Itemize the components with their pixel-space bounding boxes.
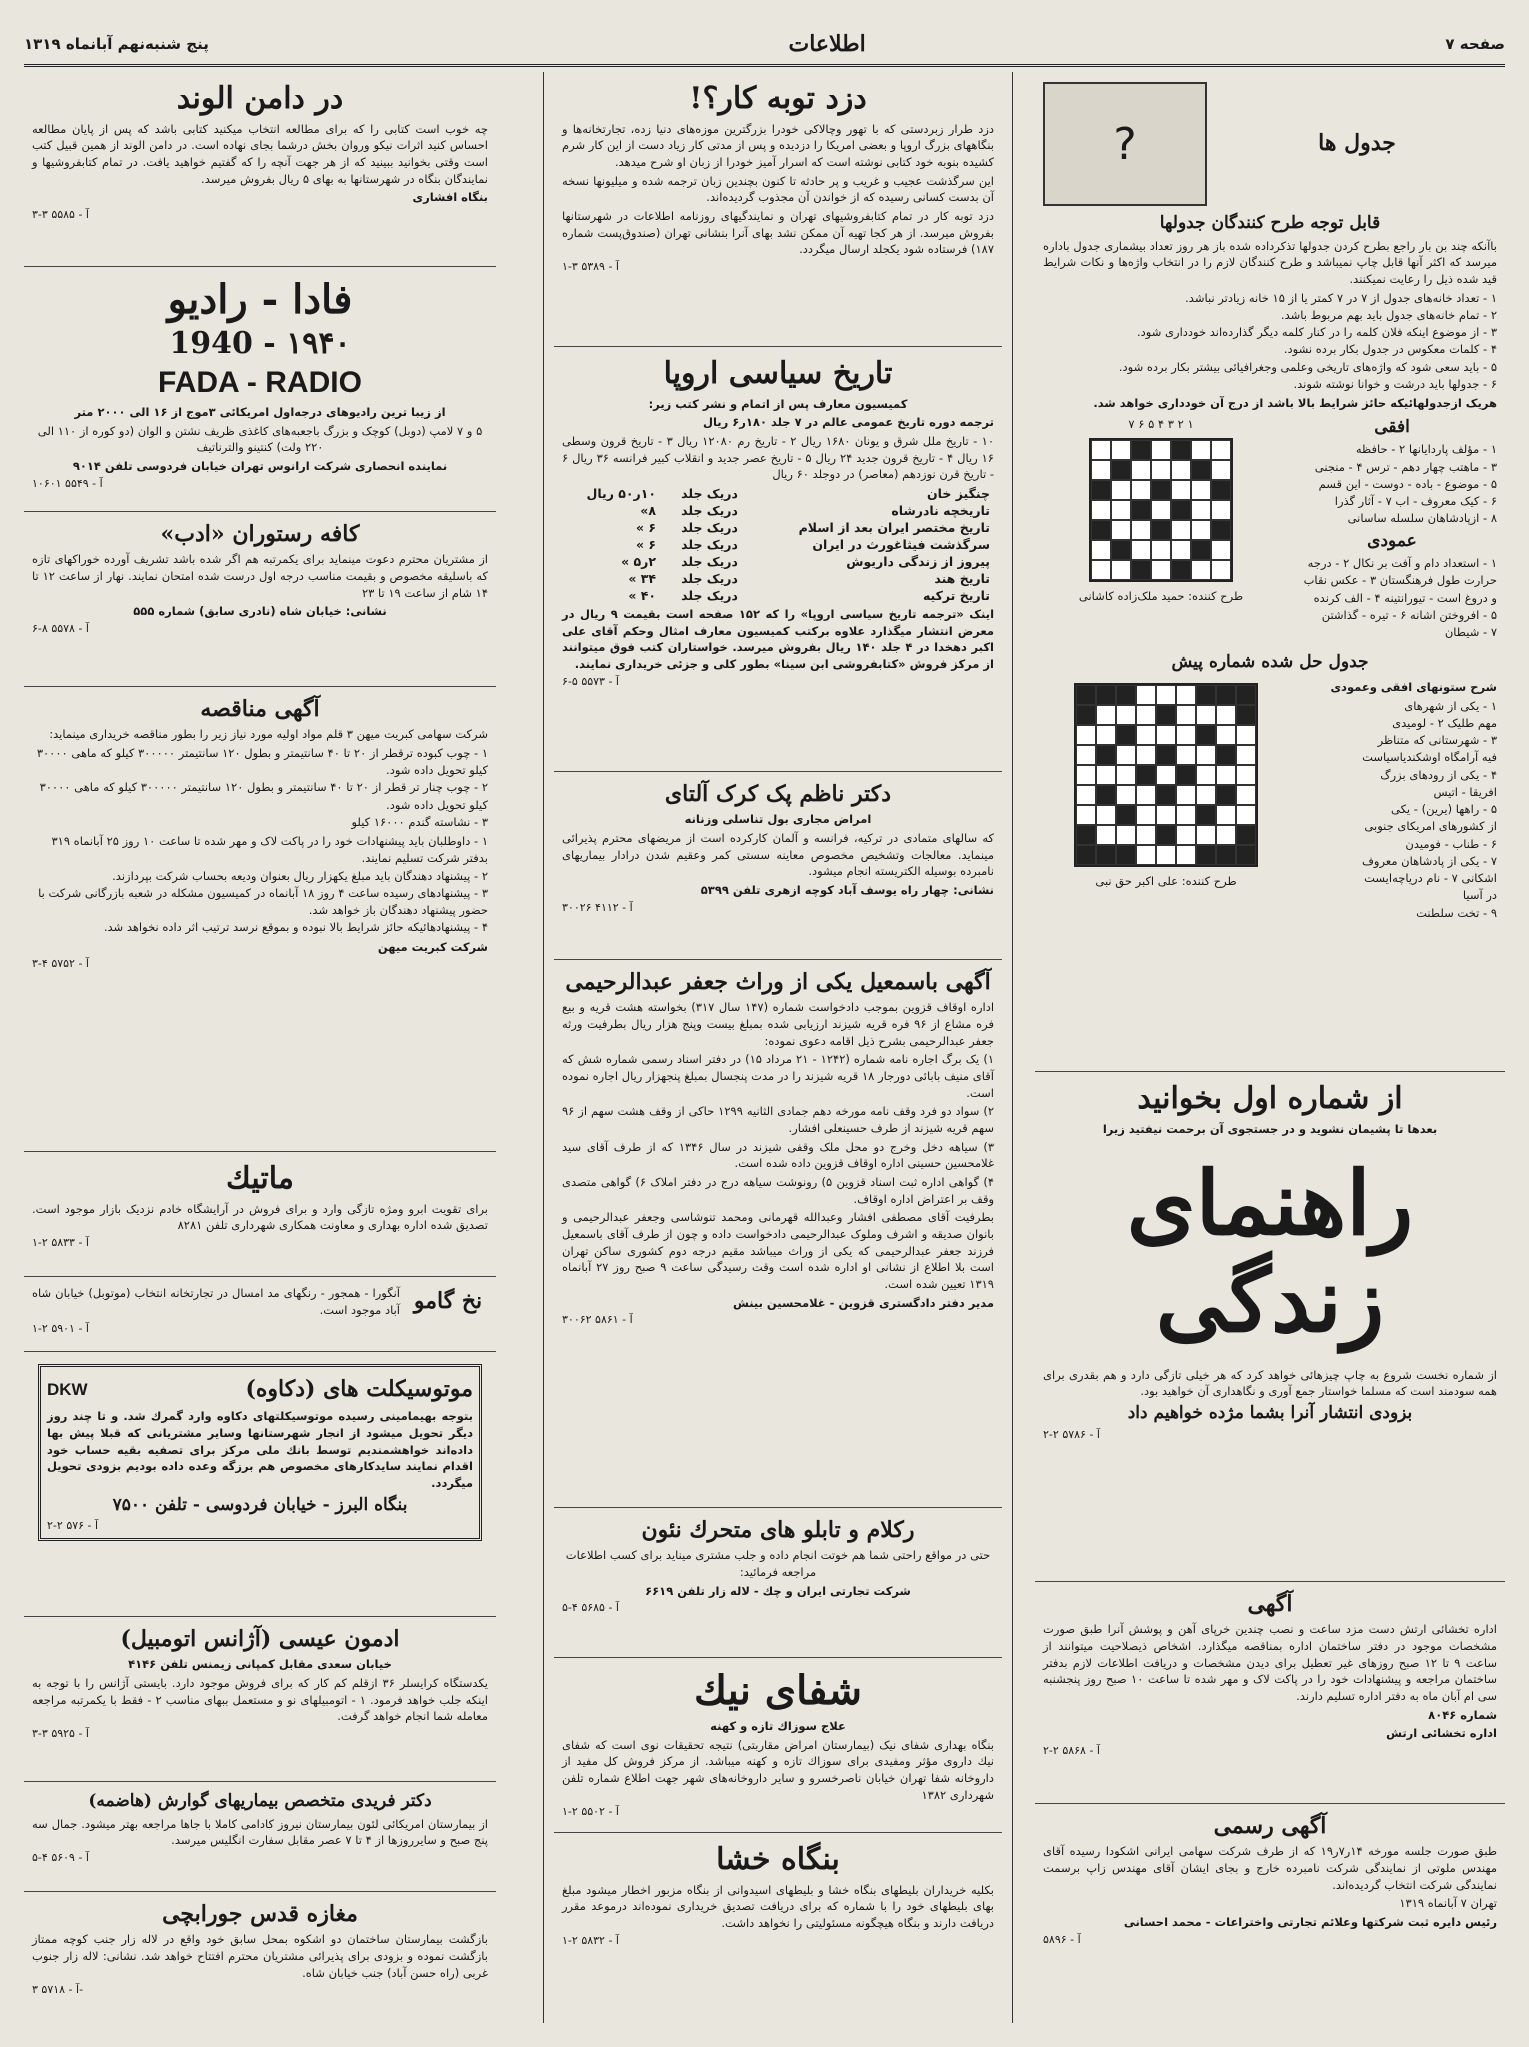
gamo-title: نخ گامو xyxy=(413,1288,483,1315)
list-item: ۲ - پیشنهاد دهندگان باید مبلغ یکهزار ریال بعنوان ودیعه بحساب شرکت بپردازند. xyxy=(112,868,488,883)
list-item: ۲ - تمام خانه‌های جدول باید بهم مربوط باشد. xyxy=(1280,307,1497,322)
radio-agent: نماینده انحصاری شرکت ارانوس تهران خیابان فردوسی تلفن ۹۰۱۴ xyxy=(72,459,448,474)
solved-items xyxy=(1297,698,1497,922)
shefa-sub: علاج سوزاك تازه و كهنه xyxy=(710,1719,846,1733)
crossword-section xyxy=(1035,72,1505,1072)
down-clues xyxy=(1287,555,1497,641)
history-price-table xyxy=(562,485,994,604)
list-item: و دروغ است - تیورانتینه ۴ - الف کرنده xyxy=(1313,590,1497,605)
qods-body: بازگشت بیمارستان ساختمان دو اشکوه بمحل سابق خود واقع در لاله زار جنب کوچه ممتاز بازگشت نموده و بزودی برای پذیرائی مشتریان محترم افتتاح خواهد شد. نشانی: لاله زار جنوب غربی (راه حسن آباد) جنب خیابان شاه. xyxy=(32,1932,488,1980)
list-item: ۵ - راهها (یرین) - یکی xyxy=(1391,802,1497,817)
guide-closing: بزودی انتشار آنرا بشما مژده خواهیم داد xyxy=(1127,1403,1413,1424)
faridi-body: از بیمارستان امریکائی لئون بیمارستان نیروز کادامی کاملا با جاها مراجعه بهتر میشود. جمال سه پنج صبح و سایرروزها از ۴ تا ۷ عصر مقابل سفارت انگلیس میرسد. xyxy=(32,1816,488,1848)
khasha-body: بکلیه خریداران بلیطهای بنگاه خشا و بلیطهای اسیدوانی از بنگاه مزبور اخطار میشود مبلغ بهای بلیطهای خود را با شماره که برای دریافت تصدیق خریداری نموده‌اند درموعد مقرر دریافت دارند و بنگاه هیچگونه مسئولیتی را نخواهد داشت. xyxy=(562,1882,994,1930)
tender-sign: شرکت کبریت میهن xyxy=(377,939,488,954)
ad-code: آ - ۵۸۶۱ ۳۰۰۶۲ xyxy=(562,1313,633,1327)
matik-ad xyxy=(24,1152,496,1277)
ad-code: آ - ۵۹۰۱ ۲-۱ xyxy=(32,1322,89,1336)
ad-code: آ - ۴۱۱۲ ۳۰۰۲۶ xyxy=(562,900,633,914)
crossword-grid xyxy=(1089,438,1233,582)
edmond-title: ادمون عیسی (آژانس اتومبیل) xyxy=(120,1626,400,1652)
crossword-rules-footer: هریک ازجدولهائیکه حائز شرایط بالا باشد از درج آن خودداری خواهد شد. xyxy=(1093,396,1497,411)
matik-title: ماتیك xyxy=(226,1161,294,1196)
radio-year: ۱۹۴۰ - 1940 xyxy=(169,326,351,361)
page-number: صفحه ۷ xyxy=(1445,35,1505,53)
table-row: چنگیز خان دریک جلد ۱۰ر۵۰ ریال xyxy=(586,485,990,501)
list-item: ۲ - چوب چنار تر قطر از ۲۰ تا ۴۰ سانتیمتر و بطول ۱۲۰ سانتیمتر ۳۰۰۰۰۰ کیلو که ماهی ۳۰۰۰۰ کیلو تحویل داده شود. xyxy=(39,780,488,812)
across-clues xyxy=(1287,441,1497,527)
list-item: ۳ - نشاسته گندم ۱۶۰۰۰ کیلو xyxy=(351,814,488,829)
notice-sign: اداره تخشائی ارتش xyxy=(1386,1726,1497,1741)
history-note: اینک «ترجمه تاریخ سیاسی اروپا» را که ۱۵۲ صفحه است بقیمت ۹ ریال در معرض انتشار میگذارد علاوه برکتب کمیسیون معارف امثال وحکم آقای علی اکبر دهخدا در ۴ جلد ۱۴۰ ریال بفروش میرسد. خواستاران کتب فوق میتوانند از مرکز فروش «کتابفروشی ابن سینا» بطور کلی و جزئی خریداری نمایند. xyxy=(562,606,995,671)
gamo-body: آنگورا - همجور - رنگهای مد امسال در تجارتخانه انتخاب (موتوبل) خیابان شاه آباد موجود است. xyxy=(32,1286,400,1317)
ad-code: آ - ۵۷۸۶ ۲-۲ xyxy=(1043,1427,1100,1441)
history-book-ad xyxy=(554,347,1002,772)
list-item: ۵ - افروختن اشانه ۶ - تیره - گذاشتن xyxy=(1321,607,1497,622)
heirs-p6: بطرفیت آقای مصطفی افشار وعبدالله قهرمانی ومحمد تنوشاسی وجعفر عبدالرحیمی و بانوان صدیقه و اشرف وملوک عبدالرحیمی دادخواست داده و چون از طرف آقای باسمعیل فرزند جعفر عبدالرحیمی که یکی از وراث میباشد مقیم درجه دوم کشوری ساکن تهران است بلا اطلاع از نشانی او اداره شده است وقت رسیدگی ساعت ۹ صبح روز ۲۷ آبانماه ۱۳۱۹ تعیین شده است. xyxy=(562,1210,994,1292)
table-row: تاریخ ترکیه دریک جلد ۴۰ » xyxy=(628,587,990,603)
grid-numbers: ۱ ۲ ۳ ۴ ۵ ۶ ۷ xyxy=(1128,416,1194,431)
list-item: افریقا - اتیس xyxy=(1433,784,1497,799)
right-column xyxy=(1035,72,1505,2023)
heirs-sign: مدیر دفتر دادگستری قزوین - غلامحسین بینش xyxy=(732,1295,994,1310)
moto-title: موتوسیکلت های (دکاوه) xyxy=(245,1376,473,1402)
dkw-logo: DKW xyxy=(47,1379,88,1399)
neon-body: حتی در مواقع راحتی شما هم خوتت انجام داده و جلب مشتری میناید برای کسب اطلاعات مراجعه فرمائید: xyxy=(565,1548,991,1579)
official-body: طبق صورت جلسه مورخه ۱۴ر۷ر۱۹ که از طرف شرکت سهامی ایرانی اشکودا رسیده آقای مهندس ملوتی از نمایندگی شرکت نامبرده خارج و بجای ایشان آقای مهندس زاپ برسمت نمایندگی شرکت انتخاب گردیده‌اند. xyxy=(1043,1844,1497,1892)
list-item: ۱ - مؤلف پاردایانها ۲ - حافظه xyxy=(1355,442,1497,457)
alvand-book-ad xyxy=(24,72,496,267)
notice-body: اداره تخشائی ارتش دست مزد ساعت و نصب چندین خرپای آهن و پوشش آنرا طبق صورت مشخصات موجود در دفتر ساختمان اداره بمناقصه میگذارد. اشخاص ذیصلاحیت میتوانند از ساعت ۹ تا ۱۲ صبح روزهای غیر تعطیل برای دیدن مشخصات و دریافت اطلاعات لازم بدفتر ساختمان مراجعه و پیشنهادات خود را در پاکت لاک و مهر شده تا ساعت ۱۰ صبح روز پنجشنبه سی ام آبان ماه به دفتر اداره تسلیم دارند. xyxy=(1043,1622,1498,1703)
ad-code: آ - ۵۸۹۶ xyxy=(1043,1932,1081,1946)
history-lead: ترجمه دوره تاریخ عمومی عالم در ۷ جلد ۱۸۰ر۶ ریال xyxy=(703,415,994,430)
tender-conditions xyxy=(32,833,488,937)
khasha-title: بنگاه خشا xyxy=(716,1842,840,1877)
alvand-publisher: بنگاه افشاری xyxy=(412,190,488,205)
list-item: ۶ - کیک معروف - اب ۷ - آثار گذرا xyxy=(1334,494,1497,509)
list-item: فیه آرامگاه اوشکندیاسیاست xyxy=(1362,750,1497,765)
tender-intro: شرکت سهامی کبریت میهن ۳ قلم مواد اولیه مورد نیاز زیر را بطور مناقصه خریداری مینماید: xyxy=(49,727,488,742)
faridi-doctor-ad xyxy=(24,1782,496,1892)
khasha-ad xyxy=(554,1833,1002,1953)
qods-title: مغازه قدس جورابچی xyxy=(162,1901,358,1927)
guide-title: راهنمای زندگی xyxy=(1126,1151,1414,1352)
history-sub: کمیسیون معارف پس از اتمام و نشر کتب زیر: xyxy=(648,396,908,411)
history-detail: ۱۰ - تاریخ ملل شرق و یونان ۱۶۸۰ ریال ۲ - تاریخ رم ۱۲۰۸۰ ریال ۳ - تاریخ قرون وسطی ۱۶ ریال ۴ - تاریخ قرون جدید ۲۴ ریال ۵ - تاریخ عصر جدید و انقلاب کبیر فرانسه ۳۶ ریال ۶ - تاریخ قرن نوزدهم (معاصر) در دوجلد ۶۰ ریال xyxy=(562,433,994,482)
list-item: ۵ - باید سعی شود که واژه‌های تاریخی وعلمی وجغرافیائی بیشتر بکار برده شود. xyxy=(1118,359,1497,374)
guide-sub: بعدها تا پشیمان نشوید و در جستجوی آن برحمت نیفتید زیرا xyxy=(1102,1121,1438,1136)
radio-latin-title: FADA - RADIO xyxy=(158,365,362,399)
list-item: ۱ - داوطلبان باید پیشنهادات خود را در پاکت لاک و مهر شده تا ساعت ۱۰ روز ۲۵ آبانماه ۳۱۹ بدفتر شرکت تسلیم نمایند. xyxy=(51,834,488,866)
left-column xyxy=(24,72,496,2023)
heirs-p3: ۲) سواد دو فرد وقف نامه مورخه دهم جمادی الثانیه ۱۲۹۹ حاکی از وقف هشت سهم از ۹۶ سهم قریه شیزند از طرف حسینعلی افشار. xyxy=(562,1104,994,1135)
crossword-intro: باآنکه چند بن بار راجع بطرح کردن جدولها تذکرداده شده باز هر روز تعداد بیشماری جدول باداره میرسد که اکثر آنها قابل چاپ نمیباشد و طرح کنندگان لازم را در انتخاب واژه‌ها و نکات شرایط قید شده ذیل را رعایت نمیکنند. xyxy=(1043,238,1497,286)
official-title: آگهی رسمی xyxy=(1213,1813,1327,1839)
doctor-sub: امراض مجاری بول تناسلی وزنانه xyxy=(684,812,872,827)
doctor-address: نشانی: چهار راه یوسف آباد کوچه ازهری تلفن ۵۳۹۹ xyxy=(700,882,994,897)
across-title: افقی xyxy=(1374,416,1410,437)
doctor-altay-ad xyxy=(554,772,1002,960)
radio-line-1: از زیبا ترین رادیوهای درجه‌اول امریکائی ۳موج از ۱۶ الی ۲۰۰۰ متر xyxy=(74,405,446,419)
ad-code: آ - ۵۵۸۵ ۳-۳ xyxy=(32,207,89,221)
thief-body-2: این سرگذشت عجیب و غریب و پر حادثه تا کنون بچندین زبان ترجمه شده و میلیونها نسخه آن بدست کسانی رسیده که از خواندن آن مجذوب گردیده‌اند. xyxy=(562,173,994,205)
crossword-designer: طرح کننده: حمید ملک‌زاده کاشانی xyxy=(1078,589,1244,604)
heirs-p2: ۱) یک برگ اجاره نامه شماره (۱۲۴۲ - ۲۱ مرداد ۱۵) در دفتر اسناد رسمی شماره شش که آقای منیف بابائی دورجار ۱۸ قریه شیزند را در مدت پنجسال بمبلغ پنجهزار ریال اجاره نموده است. xyxy=(562,1052,994,1100)
radio-title: فادا - رادیو xyxy=(167,276,353,323)
notice-title: آگهی xyxy=(1247,1591,1293,1617)
fada-radio-ad xyxy=(24,267,496,512)
middle-column xyxy=(543,72,1013,2023)
list-item: ۱ - استعداد دام و آفت بر نکال ۲ - درجه xyxy=(1307,556,1497,571)
thief-body-1: دزد طرار زبردستی که با تهور وچالاکی خودرا بزرگترین موزه‌های دنیا زده، تجارتخانه‌ها و بنگاههای بزرگ اروپا و بعضی امریکا را دزدیده و پس از مدتی کار زیاد دست از این کار شرم کشیده بنوبه خود کتابی نوشته است که اسرار آمیز خودرا از زبان او شرح میدهد. xyxy=(562,121,994,169)
list-item: اشکانی ۷ - نام دریاچه‌ایست xyxy=(1364,871,1497,886)
cafe-body: از مشتریان محترم دعوت مینماید برای یکمرتبه هم اگر شده باشد تشریف آورده خوراکهای تازه که باسلیقه مخصوص و بقیمت مناسب درجه اول درست شده امتحان نمایند. نهار از ساعت ۱۲ تا ۱۴ شام از ساعت ۱۹ تا ۲۳ xyxy=(32,552,488,600)
ad-code: آ - ۵۷۶ ۲-۲ xyxy=(47,1519,99,1533)
official-notice xyxy=(1035,1804,1505,1952)
ad-code: آ - ۵۸۶۸ ۲-۲ xyxy=(1043,1744,1100,1757)
ad-code: آ - ۵۵۷۳ ۵-۶ xyxy=(562,674,619,688)
army-notice xyxy=(1035,1582,1505,1804)
neon-ad xyxy=(554,1508,1002,1658)
alvand-body: چه خوب است کتابی را که برای مطالعه انتخاب میکنید کتابی باشد که پس از پایان مطالعه احساس کنید اثرات نیکو وروان بخش درشما بجای نهاده است. در دامن الوند از همین قبیل کتب است وقتی بخوانید ببینید که از هر جهت آنچه را که گفتیم خواهید یافت. در تمام کتابفروشیها و نمایندگان بنگاه در شهرستانها به بهای ۵ ریال بفروش میرسد. xyxy=(32,121,488,186)
solved-explain-title: شرح ستونهای افقی وعمودی xyxy=(1330,679,1497,694)
ad-code: آ - ۵۸۳۳ ۲-۱ xyxy=(32,1235,89,1249)
neon-company: شرکت تجارتی ایران و چك - لاله زار تلفن ۶۶۱۹ xyxy=(645,1583,911,1598)
tender-title: آگهی مناقصه xyxy=(200,696,320,722)
list-item: ۵ - موضوع - باده - دوست - این قسم xyxy=(1318,476,1497,491)
table-row: تاریخ مختصر ایران بعد از اسلام دریک جلد ۶ » xyxy=(635,519,990,535)
tender-items xyxy=(32,745,488,831)
cafe-title: کافه رستوران «ادب» xyxy=(160,521,360,547)
guide-headline: از شماره اول بخوانید xyxy=(1137,1081,1403,1116)
ad-code: آ - ۵۵۴۹ ۱۰۶۰۱ xyxy=(32,476,103,490)
list-item: ۶ - جدولها باید درشت و خوانا نوشته شوند. xyxy=(1293,376,1497,391)
table-row: سرگذشت فیثاغورث در ایران دریک جلد ۶ » xyxy=(635,536,990,552)
thief-book-ad xyxy=(554,72,1002,347)
dkw-frame xyxy=(38,1364,482,1541)
ad-code: آ - ۵۸۳۲ ۲-۱ xyxy=(562,1933,619,1947)
ad-code: آ - ۵۵۰۲ ۲-۱ xyxy=(562,1805,619,1819)
list-item: ۳ - ماهتب چهار دهم - ترس ۴ - منجنی xyxy=(1314,459,1497,474)
list-item: ۴ - یکی از رودهای بزرگ xyxy=(1380,767,1497,782)
list-item: ۱ - یکی از شهرهای xyxy=(1404,698,1497,713)
list-item: ۱ - تعداد خانه‌های جدول از ۷ در ۷ کمتر یا از ۱۵ خانه زیادتر نباشد. xyxy=(1185,290,1497,305)
ad-code: آ - ۵۹۲۵ ۳-۳ xyxy=(32,1726,89,1740)
thief-title: دزد توبه کار؟! xyxy=(689,81,867,116)
official-sign: رئیس دایره ثبت شرکتها وعلائم تجارتی واختراعات - محمد احسانی xyxy=(1123,1914,1497,1929)
ad-code: آ - ۵۷۱۸ ۳- xyxy=(32,1983,84,1997)
edmond-address: خیابان سعدی مقابل کمپانی زیمنس تلفن ۴۱۴۶ xyxy=(128,1657,392,1672)
list-item: ۳ - پیشنهادهای رسیده ساعت ۴ روز ۱۸ آبانماه در کمیسیون مشکله در شعبه بازرگانی شرکت با حضور پیشنهاد دهندگان باز خواهد شد. xyxy=(38,885,488,918)
doctor-title: دکتر ناظم پک کرک آلتای xyxy=(664,781,892,807)
issue-date: پنج شنبه‌نهم آبانماه ۱۳۱۹ xyxy=(24,35,209,53)
guide-ad xyxy=(1035,1072,1505,1582)
list-item: ۸ - ازپادشاهان سلسله ساسانی xyxy=(1347,511,1497,526)
crossword-header: جدول ها xyxy=(1318,130,1396,157)
list-item: ۹ - تخت سلطنت xyxy=(1416,905,1497,920)
cafe-adab-ad xyxy=(24,512,496,687)
ad-code: آ - ۵۶۸۵ ۴-۵ xyxy=(562,1601,619,1615)
shefa-title: شفای نیك xyxy=(693,1667,863,1714)
guide-body: از شماره نخست شروع به چاپ چیزهائی خواهد کرد که هر خیلی تازگی دارد و هم بقدری برای همه سودمند است که مسلما خواستار جمع آوری و نگاهداری آن خواهید بود. xyxy=(1043,1367,1497,1399)
official-date: تهران ۷ آبانماه ۱۳۱۹ xyxy=(1399,1896,1497,1911)
paper-title: اطلاعات xyxy=(788,31,866,57)
doctor-body: که سالهای متمادی در ترکیه، فرانسه و آلمان کارکرده است از مریضهای محترم پذیرائی مینماید. معالجات وتشخیص مخصوص معاینه سستی کمر وعقیم شدن درادار بیماریهای نامبرده بوسیله الکتریسته انجام میشود. xyxy=(562,830,994,879)
matik-body: برای تقویت ابرو ومژه تازگی وارد و برای فروش در آرایشگاه خادم نزدیک بازار موجود است. تصدیق شده اداره بهداری و معاونت همکاری شهرداری تلفن ۸۲۸۱ xyxy=(32,1201,488,1233)
solved-title: جدول حل شده شماره پیش xyxy=(1171,652,1369,673)
shefa-body: بنگاه بهداری شفای نیک (بیمارستان امراض مقاربتی) نتیجه تحقیقات نوی است که شفای نیك داروی مؤثر ومفیدی برای سوزاك تازه و كهنه میباشد. از مرکز فروش كل مفید از داروخانه شفا تهران خیابان ناصرخسرو و سایر داروخانه‌های شهر جهت اطلاع شماره تلفن شهرداری ۱۳۸۲ xyxy=(562,1737,994,1802)
edmond-auto-ad xyxy=(24,1617,496,1782)
shefa-ad xyxy=(554,1658,1002,1833)
tender-notice xyxy=(24,687,496,1152)
history-title: تاریخ سیاسی اروپا xyxy=(663,356,893,391)
ad-code: آ - ۵۷۵۲ ۴-۳ xyxy=(32,957,89,971)
gamo-yarn-ad xyxy=(24,1277,496,1352)
list-item: مهم طلیک ۲ - لومیدی xyxy=(1392,715,1497,730)
table-row: پیروز از زندگی داریوش دریک جلد ۲ر۵ » xyxy=(621,553,990,569)
heirs-p4: ۳) سیاهه دخل وخرج دو محل ملک وقفی شیزند در سال ۱۳۴۶ که از طرف آقای سید غلامحسین حسینی اداره اوقاف قزوین داده شده است. xyxy=(562,1139,994,1171)
edmond-body: یکدستگاه کرایسلر ۳۶ ازقلم کم کار که برای فروش موجود دارد. بایستی آژانس را با توجه به اینکه جلب خواهد فرمود. ۱ - اتومبیلهای نو و مستعمل ببهای مناسب ۲ - فقط با یکمرتبه مراجعه معامله شما انجام خواهد گرفت. xyxy=(32,1675,488,1724)
list-item: از کشورهای امریکای جنوبی xyxy=(1364,819,1497,834)
list-item: ۳ - شهرستانی که متناظر xyxy=(1377,733,1497,748)
ad-code: آ - ۵۵۷۸ ۸-۶ xyxy=(32,621,89,635)
table-row: تاریخچه نادرشاه دریک جلد ۸» xyxy=(640,502,990,518)
qods-shop-ad xyxy=(24,1892,496,2002)
masthead xyxy=(24,24,1505,67)
list-item: ۷ - شیطان xyxy=(1444,625,1497,640)
crossword-rules xyxy=(1043,290,1497,394)
notice-ref: شماره ۸۰۴۶ xyxy=(1428,1707,1497,1722)
list-item: ۱ - چوب کبوده ترقطر از ۲۰ تا ۴۰ سانتیمتر و بطول ۱۲۰ سانتیمتر ۳۰۰۰۰۰ کیلو که ماهی ۳۰۰۰۰ کیلو تحویل داده شود. xyxy=(36,745,488,778)
heirs-p1: اداره اوقاف قزوین بموجب دادخواست شماره (۱۴۷ سال ۳۱۷) بخواسته هشت قریه و بیع فره مشاع از ۹۶ فره قریه شیزند ارزیابی شده بمبلغ بیست وپنج هزار ریال بطرفیت ورثه جعفر عبدالرحیمی بشرح ذیل اقامه دعوی نموده: xyxy=(562,1000,995,1048)
moto-agent: بنگاه البرز - خیابان فردوسی - تلفن ۷۵۰۰ xyxy=(112,1494,408,1515)
down-title: عمودی xyxy=(1367,530,1417,551)
heirs-notice xyxy=(554,960,1002,1508)
list-item: ۷ - یکی از پادشاهان معروف xyxy=(1361,853,1497,868)
heirs-title: آگهی باسمعیل یکی از وراث جعفر عبدالرحیمی xyxy=(565,969,991,995)
cafe-address: نشانی: خیابان شاه (نادری سابق) شماره ۵۵۵ xyxy=(133,604,387,619)
list-item: در آسیا xyxy=(1462,888,1497,903)
crossword-illustration: ? xyxy=(1043,82,1207,206)
alvand-title: در دامن الوند xyxy=(176,81,344,116)
radio-line-2: ۵ و ۷ لامپ (دوبل) کوچک و بزرگ باجعبه‌های کاغذی ظریف نشتن و الوان (دو کوره از ۱۱۰ الی ۲۲۰ ولت) کنتینو والترناتیف xyxy=(37,423,483,455)
list-item: ۳ - از موضوع اینکه فلان کلمه را در کنار کلمه دیگر گذارده‌اند خودداری شود. xyxy=(1137,325,1497,340)
ad-code: آ - ۵۳۸۹ ۳-۱ xyxy=(562,259,619,273)
crossword-title: قابل توجه طرح کنندگان جدولها xyxy=(1159,213,1381,233)
dkw-moto-ad xyxy=(24,1352,496,1617)
list-item: ۶ - طناب - فومیدن xyxy=(1405,836,1497,851)
neon-title: رکلام و تابلو های متحرك نئون xyxy=(641,1517,915,1543)
solved-designer: طرح کننده: علی اکبر حق نبی xyxy=(1095,873,1237,888)
solved-grid xyxy=(1074,683,1258,867)
table-row: تاریخ هند دریک جلد ۳۴ » xyxy=(628,570,990,586)
list-item: حرارت طول فرهنگستان ۳ - عکس نقاب xyxy=(1303,573,1497,588)
faridi-title: دکتر فریدی متخصص بیماریهای گوارش (هاضمه) xyxy=(88,1791,432,1811)
moto-body: بتوجه بهیمامینی رسیده موتوسیکلتهای دکاوه وارد گمرك شد. و تا چند روز دیگر تحویل میشود از انجار شهرستانها وسایر مشتریانی که قبلا پیش بها داده‌اند خواهشمندیم توسط بانك ملی مرکز برای تصفیه بقیه حساب خود اقدام نمایند سایدکارهای مخصوص هم برزگه وعده داده بودیم بزودی تحویل میگردد. xyxy=(47,1409,473,1490)
ad-code: آ - ۵۶۰۹ ۴-۵ xyxy=(32,1850,89,1864)
thief-body-3: دزد توبه کار در تمام کتابفروشیهای تهران و نمایندگیهای روزنامه اطلاعات در شهرستانها بفروش میرسد. از هر کجا تهیه آن ممکن نشد بهای آنرا بنشانی تهران (صندوق‌پست شماره ۱۸۷) فرستاده شود یکجلد ارسال میگردد. xyxy=(562,208,994,257)
heirs-p5: ۴) گواهی اداره ثبت اسناد قزوین ۵) رونوشت سیاهه درج در دفتر املاک ۶) گواهی متصدی وقف بر اعتراض اداره اوقاف. xyxy=(562,1175,994,1206)
list-item: ۴ - کلمات معکوس در جدول بکار برده نشود. xyxy=(1283,342,1497,357)
list-item: ۴ - پیشنهادهائیکه حائز شرایط بالا نبوده و بموقع نرسد ترتیب اثر داده نخواهد شد. xyxy=(103,920,488,935)
